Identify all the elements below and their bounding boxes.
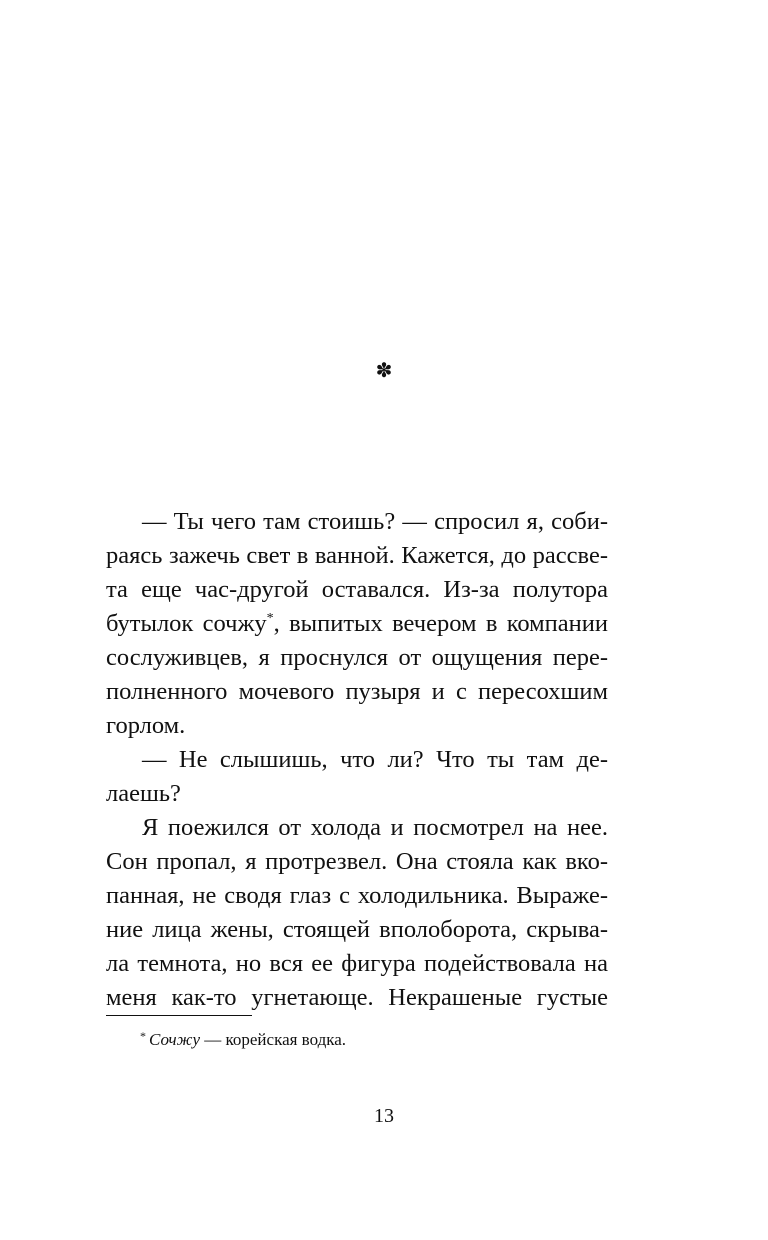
footnote-reference[interactable]: * (266, 611, 274, 626)
footnote-term: Сочжу (149, 1030, 200, 1049)
text-line: — Ты чего там стоишь? — спросил я, соби- (142, 508, 608, 535)
footnote (140, 1024, 346, 1052)
text-line: меня как-то угнетающе. Некрашеные густые (106, 984, 608, 1011)
footnote-marker: * (140, 1029, 146, 1043)
text-line: горлом. (106, 712, 186, 739)
text-line: сослуживцев, я проснулся от ощущения пере- (106, 644, 608, 671)
section-ornament: ✽ (375, 360, 393, 382)
footnote-definition: — корейская водка. (199, 1030, 347, 1049)
text-line: лаешь? (106, 780, 181, 807)
text-line: Я поежился от холода и посмотрел на нее. (142, 814, 608, 841)
text-line: ла темнота, но вся ее фигура подействовала на (106, 950, 608, 977)
text-line: раясь зажечь свет в ванной. Кажется, до рассве- (106, 542, 608, 569)
text-line: панная, не сводя глаз с холодильника. Выраже- (106, 882, 608, 909)
text-line: — Не слышишь, что ли? Что ты там де- (142, 746, 608, 773)
text-fragment: , выпитых вечером в компании (273, 610, 608, 637)
body-text (106, 505, 608, 1015)
text-line-with-footnote (106, 607, 608, 641)
text-fragment: бутылок сочжу (106, 610, 267, 637)
text-line: Сон пропал, я протрезвел. Она стояла как вко- (106, 848, 608, 875)
footnote-divider (106, 1015, 252, 1016)
text-line: та еще час-другой оставался. Из-за полутора (106, 576, 608, 603)
text-line: ние лица жены, стоящей вполоборота, скрыва- (106, 916, 608, 943)
text-line: полненного мочевого пузыря и с пересохшим (106, 678, 608, 705)
page-number: 13 (374, 1105, 394, 1127)
